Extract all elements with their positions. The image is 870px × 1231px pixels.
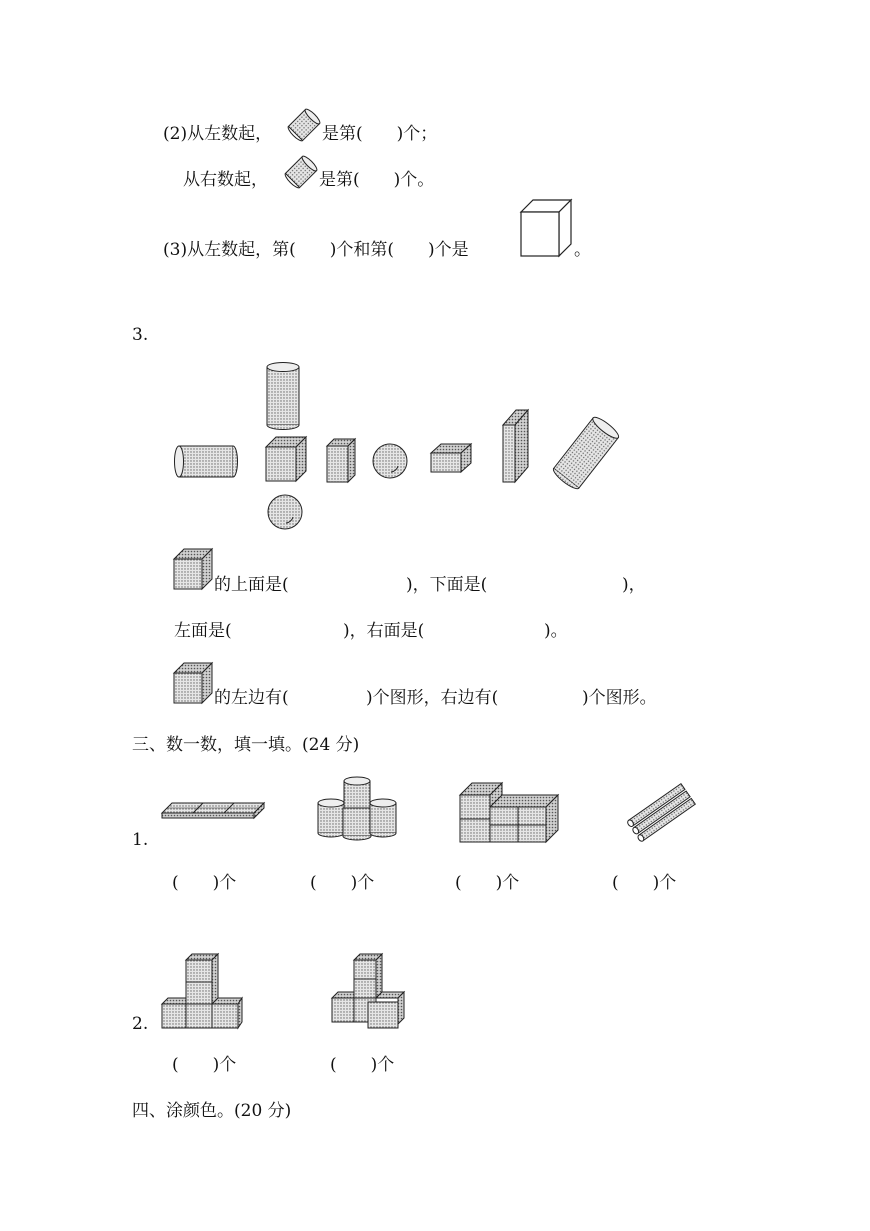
cylinder-icon — [551, 414, 621, 491]
q3-row3-b: )个图形，右边有( — [366, 688, 499, 708]
q3-number: 3. — [132, 325, 149, 345]
rods-icon — [626, 784, 695, 843]
q3-row2-a: 左面是( — [174, 621, 232, 641]
tilted-cylinder-icon — [287, 108, 321, 142]
cube-stack-icon — [460, 783, 558, 842]
q2-2-line2-suffix: 是第( )个。 — [319, 170, 435, 190]
q2-2-line2-prefix: 从右数起， — [183, 170, 268, 190]
q3-row1-end: )， — [622, 575, 646, 595]
section4-title: 四、涂颜色。(20 分) — [132, 1101, 292, 1121]
q3-row3-a: 的左边有( — [214, 688, 289, 708]
q2-2-line1-suffix: 是第( )个； — [322, 124, 438, 144]
sphere-icon — [373, 444, 407, 478]
cube-icon — [266, 437, 306, 481]
cylinders-group-icon — [318, 777, 396, 840]
cuboid-icon — [327, 439, 355, 482]
cylinder-icon — [175, 446, 238, 477]
q3-row2-b: )，右面是( — [343, 621, 425, 641]
tilted-cylinder-icon — [284, 155, 318, 189]
q2-2-line1-prefix: (2)从左数起， — [163, 124, 273, 144]
cube-outline-icon — [519, 198, 575, 258]
cuboid-icon — [431, 444, 471, 472]
cube-icon — [172, 661, 214, 705]
q2-3-text: (3)从左数起，第( )个和第( )个是 — [163, 240, 469, 260]
flat-squares-icon — [162, 803, 264, 818]
q3-solids-figure — [160, 355, 630, 535]
s3-q1-blank-1: ( )个 — [172, 873, 237, 893]
s3-q1-figures — [158, 775, 703, 845]
q3-row1-a: 的上面是( — [214, 575, 289, 595]
cube-stack-icon — [332, 954, 404, 1028]
cuboid-icon — [503, 410, 528, 482]
cylinder-icon — [267, 363, 299, 430]
section3-title: 三、数一数，填一填。(24 分) — [132, 735, 360, 755]
s3-q2-blank-1: ( )个 — [172, 1055, 237, 1075]
s3-q2-figures — [160, 948, 410, 1033]
s3-q1-blank-4: ( )个 — [612, 873, 677, 893]
sphere-icon — [268, 495, 302, 529]
q3-row2-c: )。 — [544, 621, 568, 641]
q3-row1-mid: )，下面是( — [406, 575, 488, 595]
s3-q2-number: 2. — [132, 1014, 149, 1034]
q2-3-suffix: 。 — [574, 240, 591, 260]
s3-q1-number: 1. — [132, 830, 149, 850]
q3-row3-c: )个图形。 — [582, 688, 657, 708]
s3-q1-blank-3: ( )个 — [455, 873, 520, 893]
s3-q1-blank-2: ( )个 — [310, 873, 375, 893]
s3-q2-blank-2: ( )个 — [330, 1055, 395, 1075]
cube-icon — [172, 547, 214, 591]
cube-stack-icon — [162, 954, 242, 1028]
